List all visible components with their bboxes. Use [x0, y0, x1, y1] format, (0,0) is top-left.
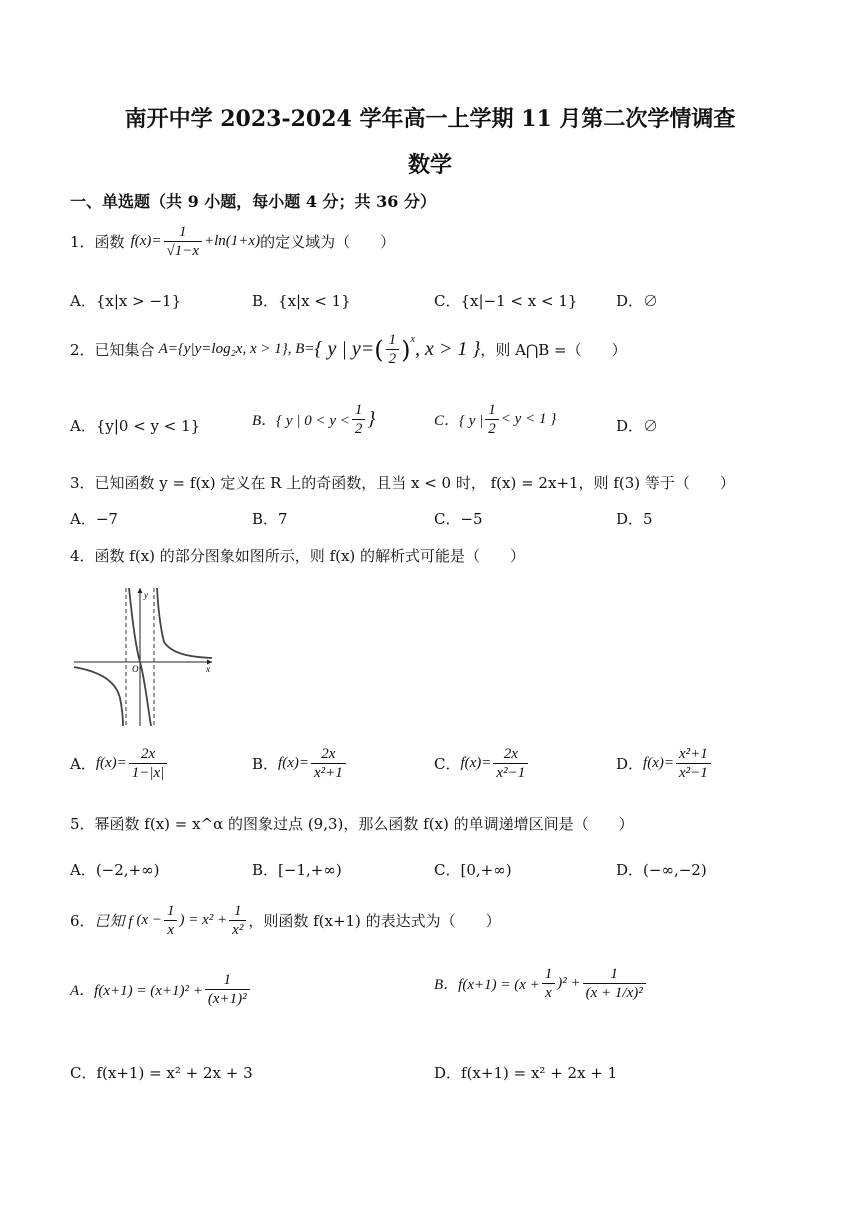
q6-option-c[interactable]: C．f(x+1) = x² + 2x + 3	[70, 1064, 253, 1082]
option-fraction	[493, 746, 528, 782]
q5-option-c[interactable]: C．[0,+∞)	[434, 861, 512, 879]
fraction-denominator: 1−|x|	[129, 763, 168, 782]
option-fraction	[129, 746, 168, 782]
option-label: C．	[434, 755, 461, 774]
option-text: C．{ y |	[434, 413, 484, 430]
q2-option-b[interactable]	[252, 402, 375, 438]
option-lhs: f(x)=	[278, 755, 309, 772]
question-2-set-b-right: , x > 1 }	[414, 338, 481, 361]
question-2-suffix: ，则 A⋂B =（ ）	[480, 341, 627, 360]
option-fraction	[352, 402, 366, 438]
q4-option-b[interactable]	[252, 746, 348, 782]
option-lhs: f(x)=	[95, 755, 127, 772]
q1-option-c[interactable]: C．{x|−1 < x < 1}	[434, 292, 578, 310]
q6-option-a[interactable]	[70, 972, 252, 1008]
q4-option-d[interactable]	[616, 746, 713, 782]
y-axis-arrow	[138, 588, 143, 593]
question-4: 4．函数 f(x) 的部分图象如图所示，则 f(x) 的解析式可能是（ ）	[70, 547, 526, 565]
section-heading: 一、单选题（共 9 小题，每小题 4 分；共 36 分）	[70, 192, 436, 211]
fraction-numerator: 1	[388, 332, 397, 348]
option-text: B．{ y | 0 < y <	[252, 413, 350, 430]
question-1-stem-prefix: 函数	[94, 233, 125, 252]
subject-title: 数学	[407, 152, 452, 178]
question-2-stem-prefix: 已知集合	[94, 341, 155, 360]
question-1-number: 1．	[70, 233, 95, 252]
question-1-lhs: f(x)=	[130, 233, 162, 250]
right-branch-curve	[157, 588, 212, 658]
q2-option-c[interactable]	[434, 402, 556, 438]
option-fraction	[485, 402, 499, 438]
fraction-denominator: x	[542, 983, 555, 1002]
left-branch-curve	[74, 667, 123, 726]
option-text: B．f(x+1) = (x +	[434, 977, 540, 994]
function-graph	[72, 586, 217, 730]
option-text: A．f(x+1) = (x+1)² +	[70, 983, 203, 1000]
question-6-paren-left: (x −	[136, 912, 162, 929]
fraction-numerator: 1	[233, 903, 242, 919]
option-lhs: f(x)=	[460, 755, 492, 772]
option-text: }	[367, 408, 376, 431]
question-2-number: 2．	[70, 341, 95, 360]
question-1-rest: +ln(1+x)	[204, 233, 261, 250]
origin-label: O	[132, 664, 139, 674]
fraction-denominator: x²−1	[493, 763, 528, 782]
option-fraction	[676, 746, 711, 782]
q5-option-d[interactable]: D．(−∞,−2)	[616, 861, 707, 879]
fraction-denominator: x²−1	[676, 763, 711, 782]
q6-option-d[interactable]: D．f(x+1) = x² + 2x + 1	[434, 1064, 618, 1082]
q3-option-c[interactable]: C．−5	[434, 510, 483, 528]
q1-option-d[interactable]: D．∅	[616, 292, 659, 310]
question-2-set-a: A={y|y=log₂x, x > 1}, B=	[158, 341, 315, 358]
fraction-denominator: √1−x	[164, 241, 203, 260]
question-1	[70, 224, 395, 260]
q1-option-b[interactable]: B．{x|x < 1}	[252, 292, 351, 310]
fraction-numerator: 1	[179, 224, 187, 240]
q2-option-d[interactable]: D．∅	[616, 417, 659, 435]
question-6-number: 6．	[70, 912, 95, 931]
fraction-numerator: 1	[354, 402, 363, 418]
q2-option-a[interactable]: A．{y|0 < y < 1}	[70, 417, 201, 435]
question-1-suffix: 的定义域为（ ）	[260, 233, 396, 252]
q3-option-a[interactable]: A．−7	[70, 510, 118, 528]
question-5: 5．幂函数 f(x) = x^α 的图象过点 (9,3)，那么函数 f(x) 的单调递增区间是（ ）	[70, 815, 634, 833]
fraction-numerator: 1	[167, 903, 175, 919]
option-text: )² +	[557, 975, 581, 992]
question-6-fraction-1	[164, 903, 178, 939]
question-2-set-b-left: { y | y=	[314, 338, 375, 361]
fraction-numerator: 1	[610, 966, 618, 982]
y-axis-label: y	[144, 590, 148, 600]
question-6-suffix: ，则函数 f(x+1) 的表达式为（ ）	[248, 912, 501, 931]
fraction-numerator: 2x	[140, 746, 156, 762]
fraction-denominator: (x + 1/x)²	[583, 983, 646, 1002]
option-fraction	[311, 746, 346, 782]
fraction-numerator: x²+1	[678, 746, 708, 762]
question-6	[70, 903, 501, 939]
question-2: 2． 已知集合 A={y|y=log₂x, x > 1}, B= { y | y= ( $\frac{1}{2}$ ) $^x$ , x > 1 } ，则 A⋂B =（ ）	[70, 332, 627, 367]
page-title: 南开中学 2023-2024 学年高一上学期 11 月第二次学情调查	[124, 106, 736, 132]
fraction-denominator: x	[164, 920, 177, 939]
fraction-denominator: x²+1	[311, 763, 346, 782]
question-6-paren-right: ) = x² +	[179, 912, 228, 929]
question-1-fraction	[164, 224, 203, 260]
q3-option-d[interactable]: D．5	[616, 510, 653, 528]
question-6-fraction-2	[229, 903, 246, 939]
fraction-denominator: 2	[386, 349, 400, 368]
question-3: 3．已知函数 y = f(x) 定义在 R 上的奇函数，且当 x < 0 时， f(x) = 2x+1，则 f(3) 等于（ ）	[70, 474, 735, 492]
fraction-denominator: 2	[352, 419, 366, 438]
q1-option-a[interactable]: A．{x|x > −1}	[70, 292, 182, 310]
q4-option-c[interactable]	[434, 746, 530, 782]
fraction-denominator: x²	[229, 920, 246, 939]
option-fraction	[583, 966, 646, 1002]
fraction-numerator: 1	[544, 966, 553, 982]
fraction-denominator: (x+1)²	[205, 989, 250, 1008]
q3-option-b[interactable]: B．7	[252, 510, 288, 528]
option-label: A．	[70, 755, 96, 774]
fraction-numerator: 2x	[321, 746, 336, 762]
option-fraction	[542, 966, 556, 1002]
question-2-fraction	[386, 332, 400, 368]
option-lhs: f(x)=	[643, 755, 674, 772]
fraction-denominator: 2	[485, 419, 499, 438]
x-axis-label: x	[206, 664, 210, 674]
fraction-numerator: 1	[488, 402, 496, 418]
fraction-numerator: 1	[223, 972, 232, 988]
fraction-numerator: 2x	[503, 746, 518, 762]
q5-option-b[interactable]: B．[−1,+∞)	[252, 861, 342, 879]
q4-option-a[interactable]	[70, 746, 169, 782]
question-6-prefix: 已知 f	[94, 914, 133, 931]
option-label: B．	[252, 755, 279, 774]
option-fraction	[205, 972, 250, 1008]
q6-option-b[interactable]	[434, 966, 648, 1002]
question-2-exponent: x	[410, 334, 415, 345]
option-text: < y < 1 }	[500, 411, 557, 428]
option-label: D．	[616, 755, 644, 774]
q5-option-a[interactable]: A．(−2,+∞)	[70, 861, 160, 879]
